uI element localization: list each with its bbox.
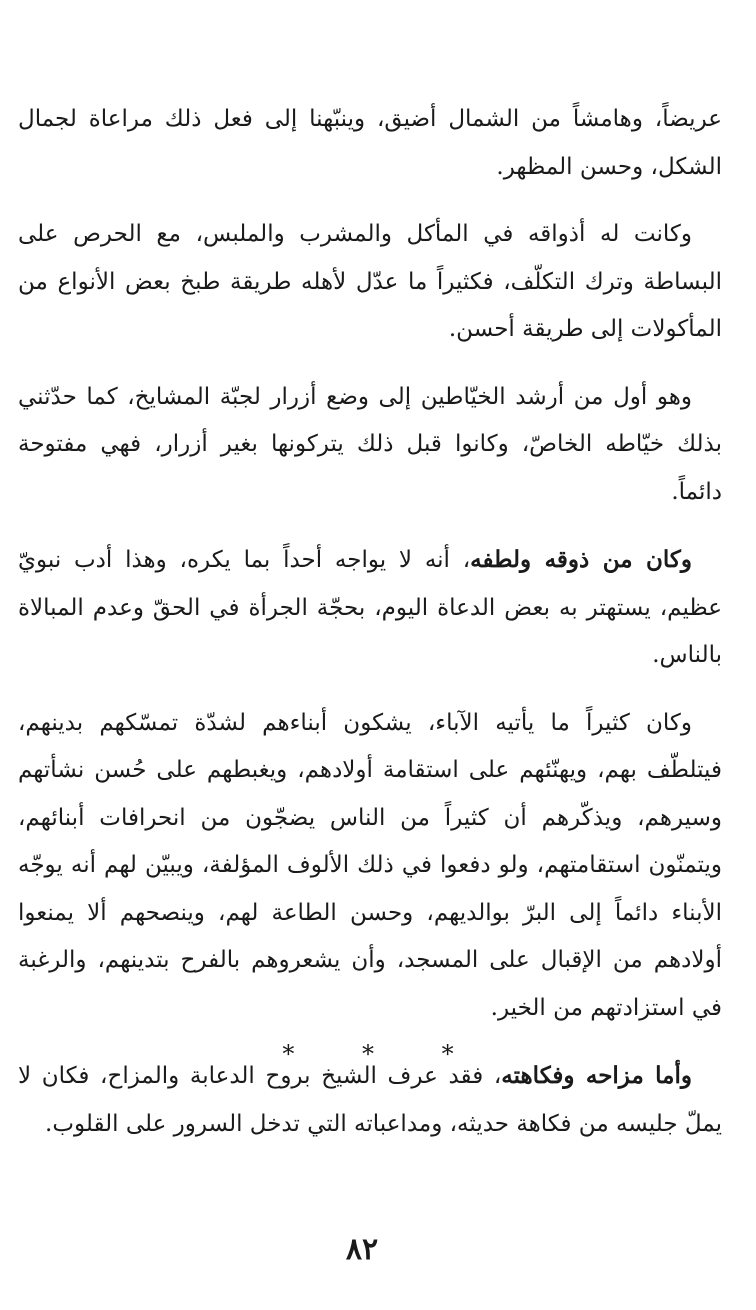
page-number: ٨٢ — [345, 1232, 379, 1267]
asterisk-mark: * — [282, 1040, 315, 1068]
bold-lead-phrase: وأما مزاحه وفكاهته — [501, 1062, 692, 1089]
body-text — [18, 96, 722, 1168]
paragraph — [18, 536, 722, 680]
bold-lead-phrase: وكان من ذوقه ولطفه — [470, 546, 692, 573]
paragraph-text: وكانت له أذواقه في المأكل والمشرب والملبس، مع الحرص على البساطة وترك التكلّف، فكثيراً ما عدّل لأهله طريقة طبخ بعض الأنواع من المأكولات إلى طريقة أحسن. — [18, 221, 722, 342]
paragraph — [18, 211, 722, 354]
paragraph — [18, 374, 722, 517]
paragraph-text: وكان كثيراً ما يأتيه الآباء، يشكون أبناءهم لشدّة تمسّكهم بدينهم، فيتلطّف بهم، ويهنّئهم على استقامة أولادهم، ويغبطهم على حُسن نشأتهم وسيرهم، ويذكّرهم أن كثيراً من الناس يضجّون من انحرافات أبنائهم، ويتمنّون استقامتهم، ولو دفعوا في ذلك الألوف المؤلفة، ويبيّن لهم أنه يوجّه الأبناء دائماً إلى البرّ بوالديهم، وحسن الطاعة لهم، وينصحهم ألا يمنعوا أولادهم من الإقبال على المسجد، وأن يشعروهم بالفرح بتدينهم، والرغبة في استزادتهم من الخير. — [18, 709, 722, 1021]
asterisk-mark: * — [441, 1040, 474, 1068]
asterisk-mark: * — [362, 1040, 394, 1068]
paragraph-text: ، فقد عرف الشيخ بروح الدعابة والمزاح، فكان لا يملّ جليسه من فكاهة حديثه، ومداعباته التي تدخل السرور على القلوب. — [18, 1063, 722, 1137]
paragraph-text: عريضاً، وهامشاً من الشمال أضيق، وينبّهنا إلى فعل ذلك مراعاة لجمال الشكل، وحسن المظهر. — [18, 106, 722, 180]
paragraph-text: ، أنه لا يواجه أحداً بما يكره، وهذا أدب نبويّ عظيم، يستهتر به بعض الدعاة اليوم، بحجّة الجرأة في الحقّ وعدم المبالاة بالناس. — [18, 547, 722, 668]
paragraph — [18, 700, 722, 1033]
paragraph-text: وهو أول من أرشد الخيّاطين إلى وضع أزرار لجبّة المشايخ، كما حدّثني بذلك خيّاطه الخاصّ، وكانوا قبل ذلك يتركونها بغير أزرار، فهي مفتوحة دائماً. — [18, 383, 722, 505]
paragraph — [18, 96, 722, 191]
section-separator — [0, 1040, 756, 1068]
